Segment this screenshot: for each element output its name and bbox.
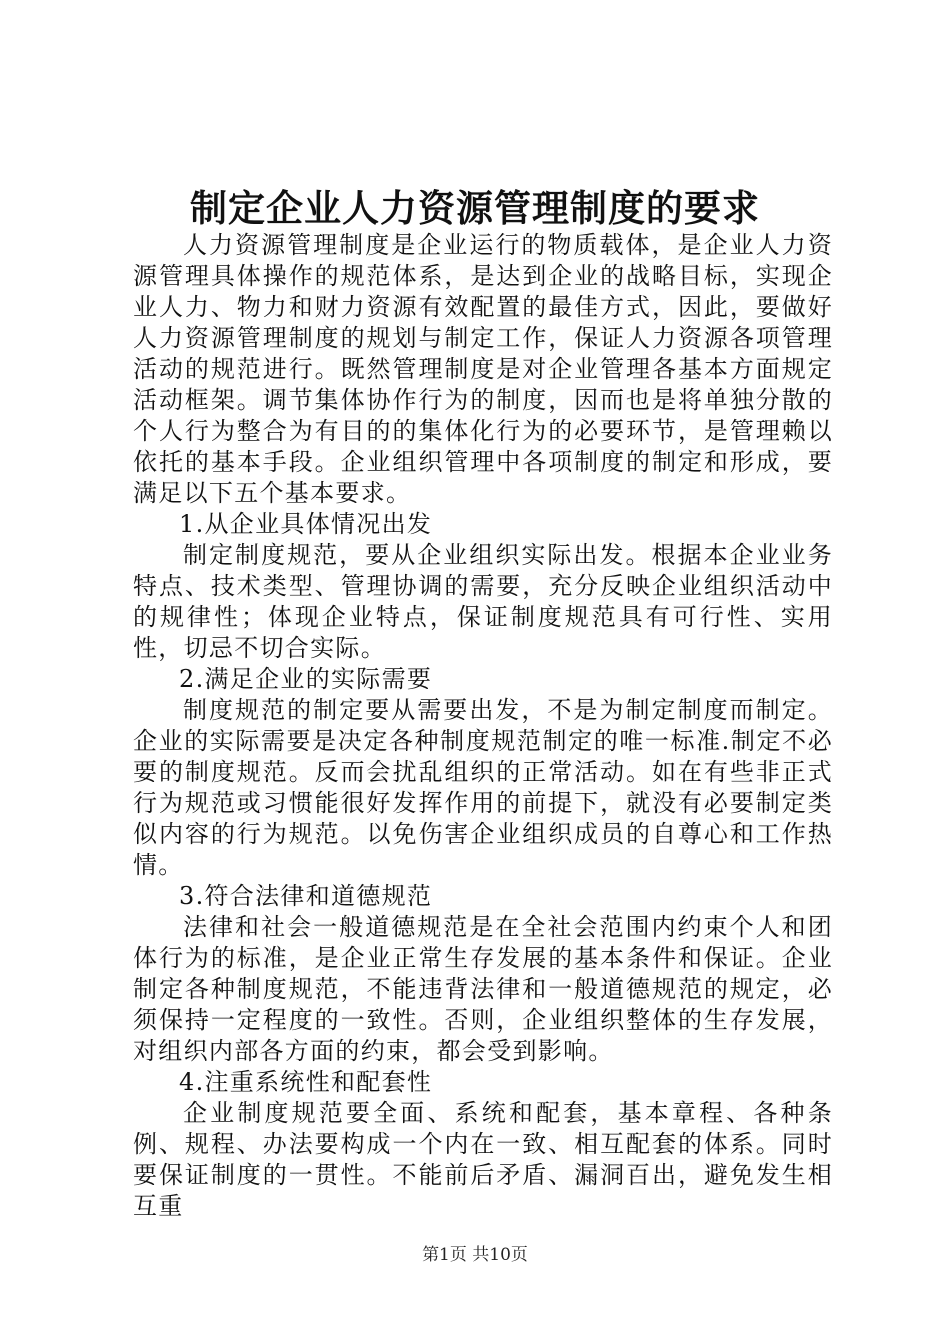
- document-body: [133, 230, 833, 1222]
- section-heading-1: 1.从企业具体情况出发: [179, 510, 433, 538]
- section-body-2: 制度规范的制定要从需要出发，不是为制定制度而制定。企业的实际需要是决定各种制度规范制定的唯一标准.制定不必要的制度规范。反而会扰乱组织的正常活动。如在有些非正式行为规范或习惯能很好发挥作用的前提下，就没有必要制定类似内容的行为规范。以免伤害企业组织成员的自尊心和工作热情。: [133, 696, 833, 879]
- document-title: 制定企业人力资源管理制度的要求: [190, 186, 760, 230]
- intro-paragraph: 人力资源管理制度是企业运行的物质载体，是企业人力资源管理具体操作的规范体系，是达到企业的战略目标，实现企业人力、物力和财力资源有效配置的最佳方式，因此，要做好人力资源管理制度的规划与制定工作，保证人力资源各项管理活动的规范进行。既然管理制度是对企业管理各基本方面规定活动框架。调节集体协作行为的制度，因而也是将单独分散的个人行为整合为有目的的集体化行为的必要环节，是管理赖以依托的基本手段。企业组织管理中各项制度的制定和形成，要满足以下五个基本要求。: [133, 231, 833, 507]
- section-body-4: 企业制度规范要全面、系统和配套，基本章程、各种条例、规程、办法要构成一个内在一致、相互配套的体系。同时要保证制度的一贯性。不能前后矛盾、漏洞百出，避免发生相互重: [133, 1099, 833, 1220]
- section-body-3: 法律和社会一般道德规范是在全社会范围内约束个人和团体行为的标准，是企业正常生存发展的基本条件和保证。企业制定各种制度规范，不能违背法律和一般道德规范的规定，必须保持一定程度的一致性。否则，企业组织整体的生存发展，对组织内部各方面的约束，都会受到影响。: [133, 913, 833, 1065]
- section-body-1: 制定制度规范，要从企业组织实际出发。根据本企业业务特点、技术类型、管理协调的需要，充分反映企业组织活动中的规律性；体现企业特点，保证制度规范具有可行性、实用性，切忌不切合实际。: [133, 541, 833, 662]
- section-heading-3: 3.符合法律和道德规范: [179, 882, 433, 910]
- section-heading-4: 4.注重系统性和配套性: [179, 1068, 433, 1096]
- section-heading-2: 2.满足企业的实际需要: [179, 665, 433, 693]
- page-number-footer: 第1页 共10页: [422, 1245, 528, 1265]
